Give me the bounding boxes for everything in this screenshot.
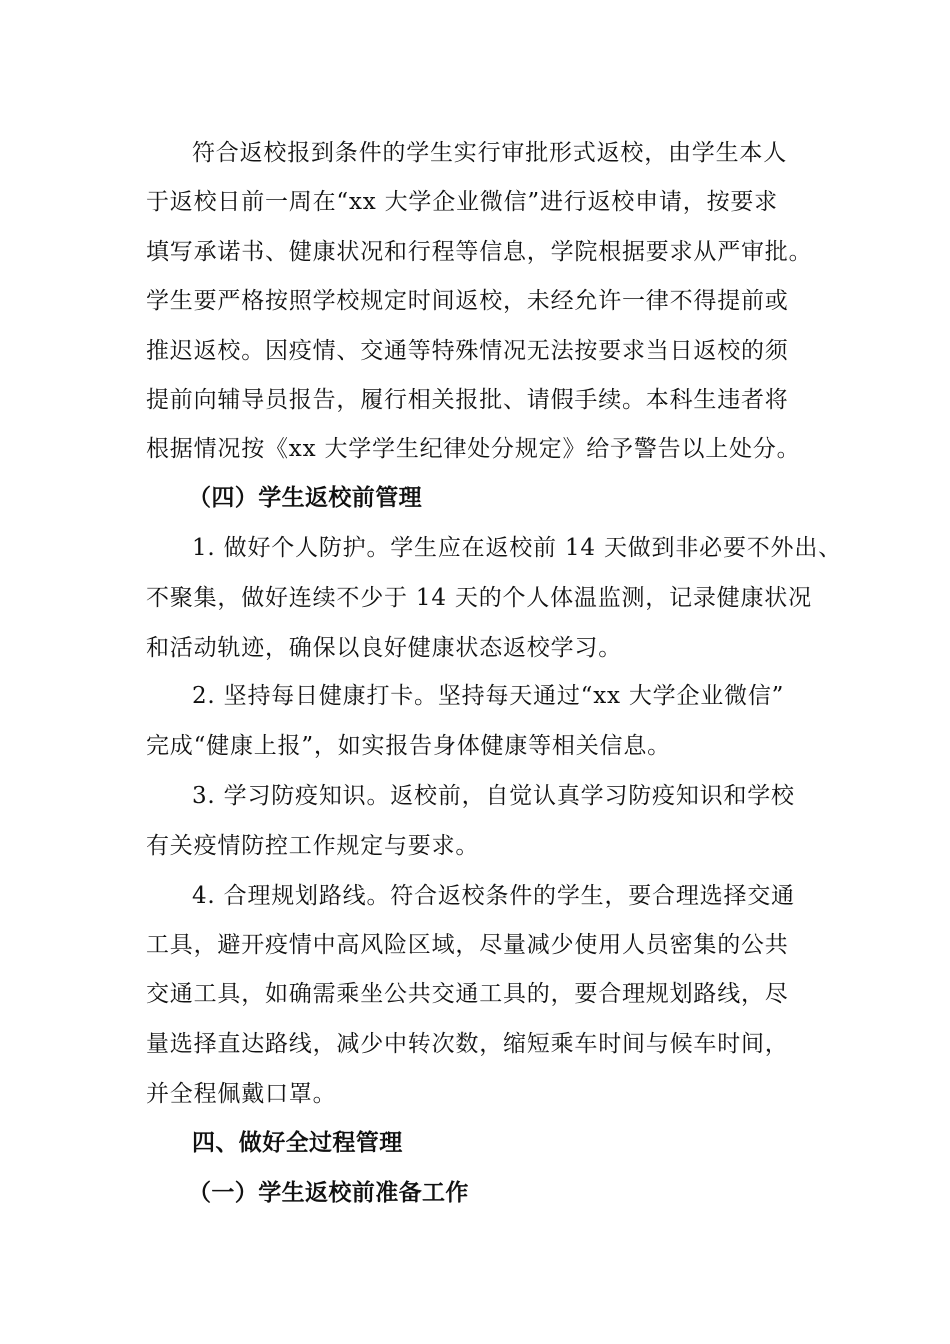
paragraph-line: 学生要严格按照学校规定时间返校，未经允许一律不得提前或 [146,288,789,314]
paragraph-line: 4. 合理规划路线。符合返校条件的学生，要合理选择交通 [192,883,795,909]
paragraph-line: 填写承诺书、健康状况和行程等信息，学院根据要求从严审批。 [146,239,813,265]
subsection-heading: （一）学生返校前准备工作 [188,1180,469,1206]
paragraph-line: 交通工具，如确需乘坐公共交通工具的，要合理规划路线，尽 [146,981,789,1007]
paragraph-line: 和活动轨迹，确保以良好健康状态返校学习。 [146,635,622,661]
paragraph-line: 完成“健康上报”，如实报告身体健康等相关信息。 [146,733,671,759]
paragraph-line: 3. 学习防疫知识。返校前，自觉认真学习防疫知识和学校 [192,783,795,809]
paragraph-line: 量选择直达路线，减少中转次数，缩短乘车时间与候车时间， [146,1031,789,1057]
paragraph-line: 有关疫情防控工作规定与要求。 [146,833,480,859]
paragraph-line: 并全程佩戴口罩。 [146,1081,337,1107]
paragraph-line: 根据情况按《xx 大学学生纪律处分规定》给予警告以上处分。 [146,436,801,462]
paragraph-line: 1. 做好个人防护。学生应在返校前 14 天做到非必要不外出、 [192,535,842,561]
paragraph-line: 于返校日前一周在“xx 大学企业微信”进行返校申请，按要求 [146,189,778,215]
paragraph-line: 不聚集，做好连续不少于 14 天的个人体温监测，记录健康状况 [146,585,812,611]
paragraph-line: 符合返校报到条件的学生实行审批形式返校，由学生本人 [192,140,787,166]
paragraph-line: 推迟返校。因疫情、交通等特殊情况无法按要求当日返校的须 [146,338,789,364]
paragraph-line: 2. 坚持每日健康打卡。坚持每天通过“xx 大学企业微信” [192,683,785,709]
section-heading: （四）学生返校前管理 [188,485,422,511]
paragraph-line: 工具，避开疫情中高风险区域，尽量减少使用人员密集的公共 [146,932,789,958]
paragraph-line: 提前向辅导员报告，履行相关报批、请假手续。本科生违者将 [146,387,789,413]
section-heading: 四、做好全过程管理 [192,1130,403,1156]
